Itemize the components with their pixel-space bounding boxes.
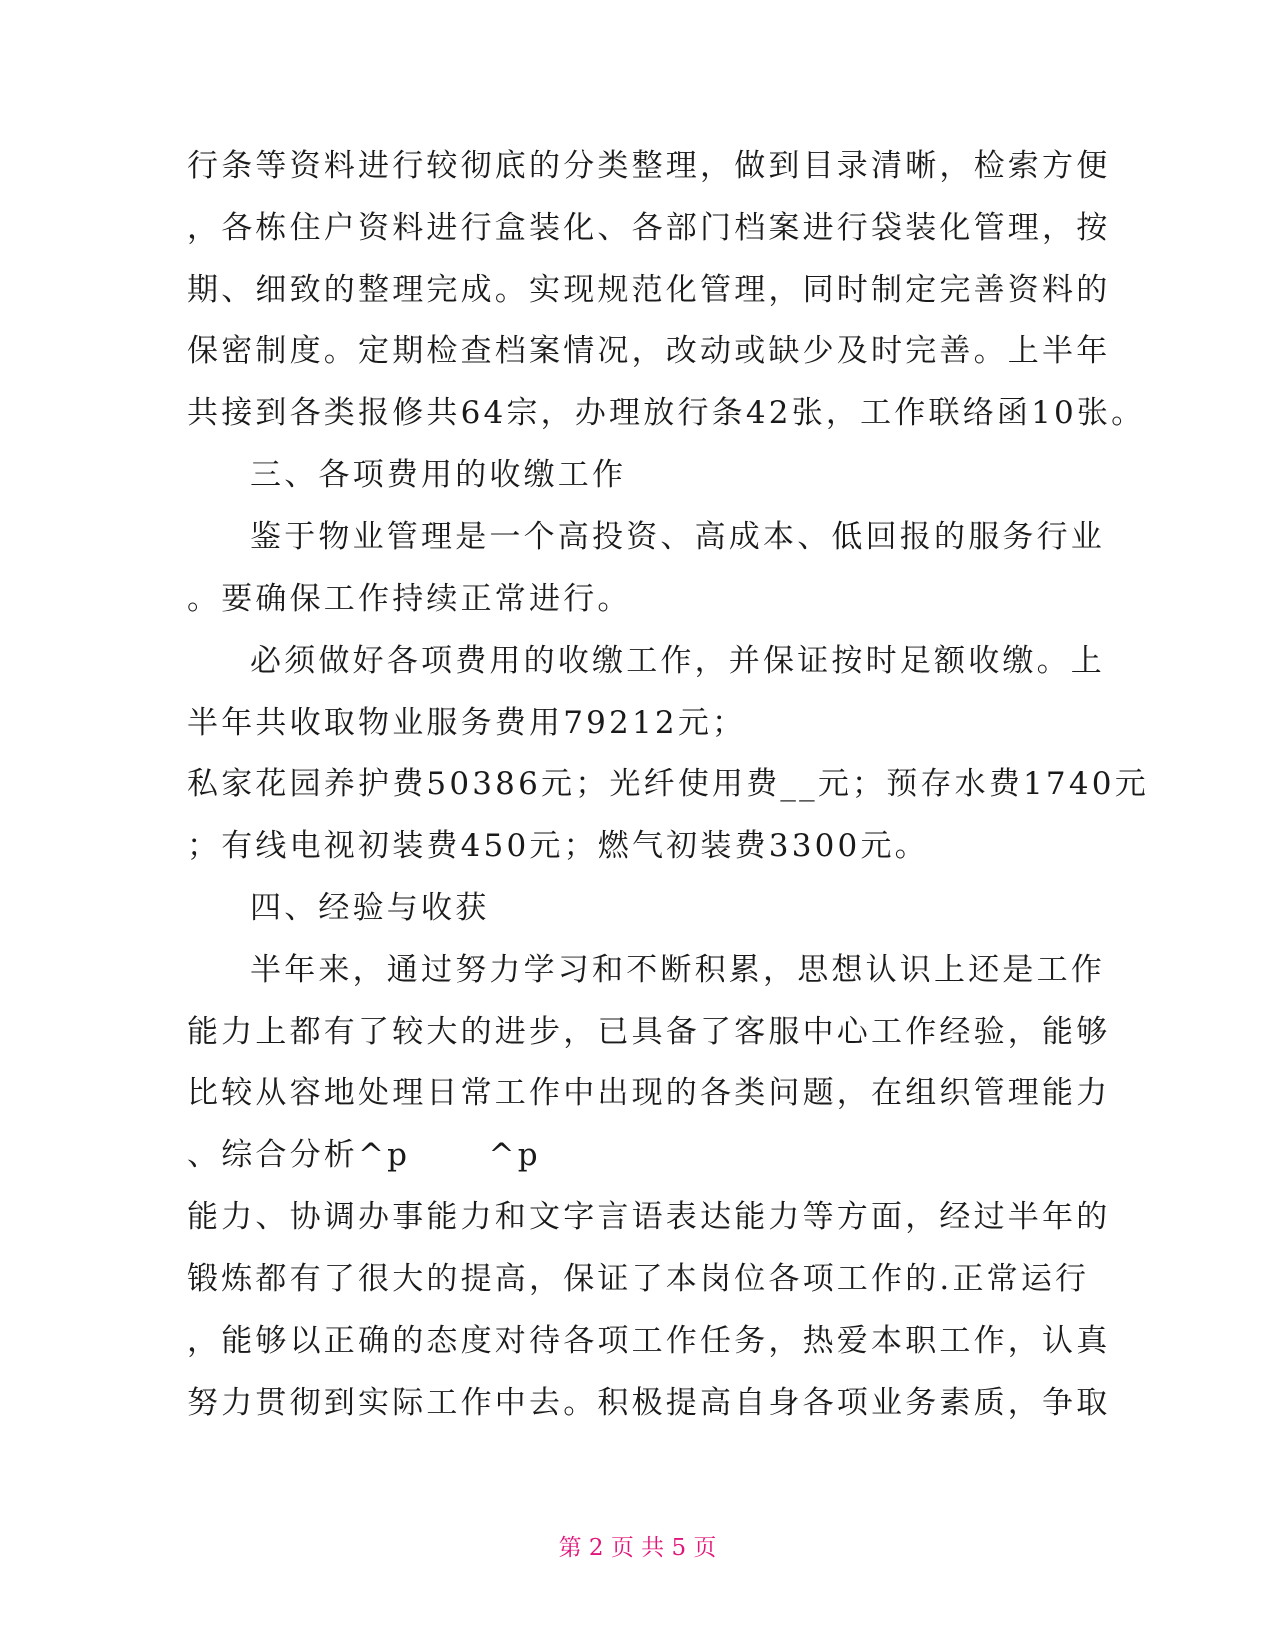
body-text-line: ；有线电视初装费450元；燃气初装费3300元。 [187, 828, 929, 864]
body-text-line: ，能够以正确的态度对待各项工作任务，热爱本职工作，认真 [187, 1323, 1111, 1359]
body-text-line: 半年共收取物业服务费用79212元； [187, 705, 747, 741]
body-text-line: 能力、协调办事能力和文字言语表达能力等方面，经过半年的 [187, 1199, 1111, 1235]
body-text-line: 行条等资料进行较彻底的分类整理，做到目录清晰，检索方便 [187, 148, 1111, 184]
body-text-line: 鉴于物业管理是一个高投资、高成本、低回报的服务行业 [250, 519, 1105, 555]
body-text-line: 、综合分析^p ^p [187, 1137, 541, 1173]
body-text-line: 能力上都有了较大的进步，已具备了客服中心工作经验，能够 [187, 1014, 1111, 1050]
body-text-line: 共接到各类报修共64宗，办理放行条42张，工作联络函10张。 [187, 395, 1146, 431]
body-text-line: 期、细致的整理完成。实现规范化管理，同时制定完善资料的 [187, 272, 1111, 308]
body-text-line: 半年来，通过努力学习和不断积累，思想认识上还是工作 [250, 952, 1105, 988]
section-heading: 三、各项费用的收缴工作 [250, 457, 627, 493]
body-text-line: 比较从容地处理日常工作中出现的各类问题，在组织管理能力 [187, 1075, 1111, 1111]
page-number-footer: 第 2 页 共 5 页 [558, 1535, 717, 1561]
body-text-line: 锻炼都有了很大的提高，保证了本岗位各项工作的.正常运行 [187, 1261, 1090, 1297]
body-text-line: 必须做好各项费用的收缴工作，并保证按时足额收缴。上 [250, 643, 1105, 679]
body-text-line: 努力贯彻到实际工作中去。积极提高自身各项业务素质，争取 [187, 1385, 1111, 1421]
body-text-line: 。要确保工作持续正常进行。 [187, 581, 632, 617]
section-heading: 四、经验与收获 [250, 890, 490, 926]
body-text-line: 私家花园养护费50386元；光纤使用费__元；预存水费1740元 [187, 766, 1149, 802]
body-text-line: 保密制度。定期检查档案情况，改动或缺少及时完善。上半年 [187, 333, 1111, 369]
body-text-line: ，各栋住户资料进行盒装化、各部门档案进行袋装化管理，按 [187, 210, 1111, 246]
